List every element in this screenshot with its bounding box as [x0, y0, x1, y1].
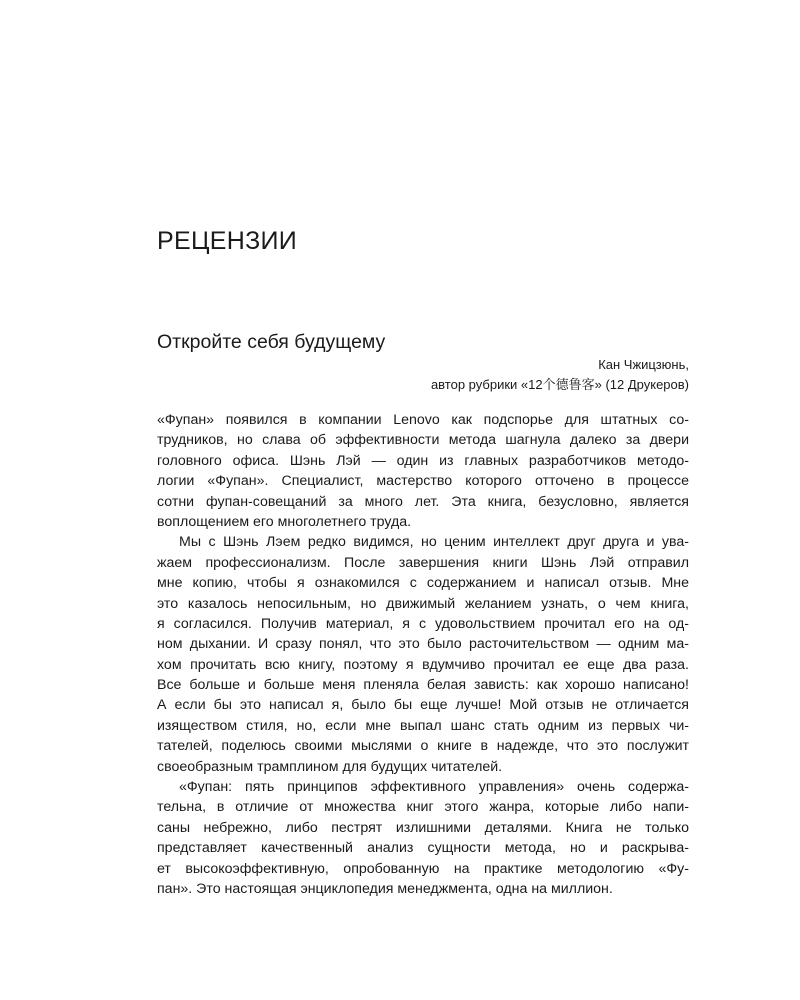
paragraph-line: А если бы это написал я, было бы еще лучше! Мой отзыв не отличается [157, 697, 689, 714]
attribution-author: Кан Чжицзюнь, [598, 357, 689, 372]
review-body [157, 410, 689, 899]
paragraph-line: трудников, но слава об эффективности метода шагнула далеко за двери [157, 432, 689, 449]
review-paragraph [157, 777, 689, 899]
paragraph-line: тателей, поделюсь своими мыслями о книге в надежде, что это послужит [157, 738, 689, 755]
paragraph-line: это казалось непосильным, но движимый желанием узнать, о чем книга, [157, 595, 689, 612]
paragraph-line: «Фупан» появился в компании Lenovo как подспорье для штатных со- [157, 412, 689, 428]
paragraph-line: жаем профессионализм. После завершения книги Шэнь Лэй отправил [157, 554, 689, 571]
paragraph-line: Мы с Шэнь Лэем редко видимся, но ценим интеллект друг друга и ува- [179, 534, 689, 551]
paragraph-line: ет высокоэффективную, опробованную на практике методологию «Фу- [157, 860, 689, 877]
paragraph-line: «Фупан: пять принципов эффективного управления» очень содержа- [179, 779, 689, 796]
paragraph-line: головного офиса. Шэнь Лэй — один из главных разработчиков методо- [157, 452, 689, 469]
book-page [157, 0, 689, 1000]
paragraph-line: хом прочитать всю книгу, поэтому я вдумчиво прочитал ее еще два раза. [157, 656, 689, 673]
paragraph-line: тельна, в отличие от множества книг этого жанра, которые либо напи- [157, 799, 689, 816]
paragraph-line: Все больше и больше меня пленяла белая зависть: как хорошо написано! [157, 677, 689, 694]
paragraph-line: саны небрежно, либо пестрят излишними деталями. Книга не только [157, 819, 689, 836]
review-paragraph [157, 532, 689, 777]
paragraph-line: сотни фупан-совещаний за много лет. Эта книга, безусловно, является [157, 493, 689, 510]
paragraph-line: воплощением его многолетнего труда. [157, 513, 412, 530]
paragraph-line: ном дыхании. И сразу понял, что это было расточительством — одним ма- [157, 636, 689, 653]
paragraph-line: мне копию, чтобы я ознакомился с содержанием и написал отзыв. Мне [157, 575, 689, 592]
attribution [431, 355, 689, 395]
paragraph-line: логии «Фупан». Специалист, мастерство которого отточено в процессе [157, 473, 689, 490]
paragraph-line: пан». Это настоящая энциклопедия менеджмента, одна на миллион. [157, 880, 613, 897]
chapter-title: Откройте себя будущему [157, 331, 386, 353]
review-paragraph [157, 410, 689, 532]
attribution-role: автор рубрики «12个德鲁客» (12 Друкеров) [430, 377, 689, 392]
paragraph-line: я согласился. Получив материал, я с удовольствием прочитал его на од- [157, 615, 689, 632]
paragraph-line: изяществом стиля, но, если мне выпал шанс стать одним из первых чи- [157, 717, 689, 734]
section-title: РЕЦЕНЗИИ [157, 227, 298, 255]
paragraph-line: представляет качественный анализ сущности метода, но и раскрыва- [157, 840, 689, 857]
paragraph-line: своеобразным трамплином для будущих читателей. [157, 758, 503, 775]
